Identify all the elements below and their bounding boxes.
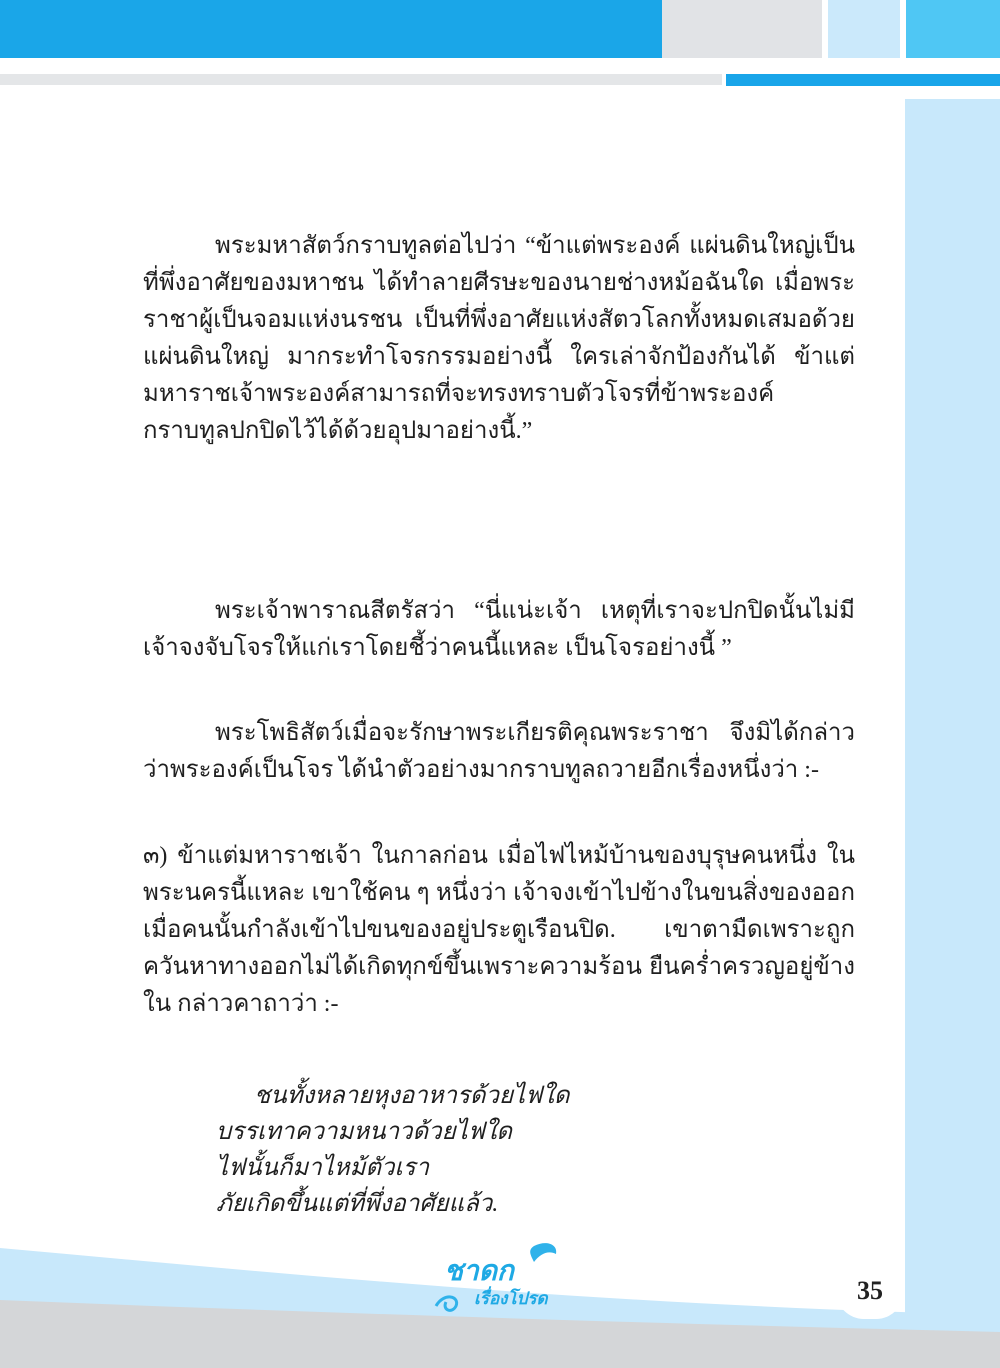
page-number: 35: [836, 1263, 904, 1319]
header-bar-light-blue: [828, 0, 900, 58]
header-divider-gray: [0, 74, 722, 85]
header-divider-blue: [726, 74, 1000, 86]
verse-line: ไฟนั้นก็มาไหม้ตัวเรา: [216, 1155, 430, 1181]
header-bar-gray: [662, 0, 822, 58]
header-bar-blue: [0, 0, 662, 58]
paragraph-bodhisattva-speech: พระมหาสัตว์กราบทูลต่อไปว่า “ข้าแต่พระองค์ แผ่นดินใหญ่เป็นที่พึ่งอาศัยของมหาชน ได้ทำลายศีรษะของนายช่างหม้อฉันใด เมื่อพระราชาผู้เป็นจอมแห่งนรชน เป็นที่พึ่งอาศัยแห่งสัตวโลกทั้งหมดเสมอด้วยแผ่นดินใหญ่ มากระทำโจรกรรมอย่างนี้ ใครเล่าจักป้องกันได้ ข้าแต่มหาราชเจ้าพระองค์สามารถที่จะทรงทราบตัวโจรที่ข้าพระองค์กราบทูลปกปิดไว้ได้ด้วยอุปมาอย่างนี้.”: [143, 233, 855, 444]
verse: [216, 1078, 816, 1222]
verse-line: ภัยเกิดขึ้นแต่ที่พึ่งอาศัยแล้ว.: [216, 1191, 499, 1217]
verse-line: บรรเทาความหนาวด้วยไฟใด: [216, 1119, 513, 1145]
logo-title: ชาดก: [444, 1254, 514, 1287]
swirl-icon: [436, 1297, 457, 1310]
header-bar-bright-blue: [906, 0, 1000, 58]
verse-line: ชนทั้งหลายหุงอาหารด้วยไฟใด: [254, 1083, 570, 1109]
logo-subtitle: เรื่องโปรด: [474, 1289, 548, 1309]
paragraph-bodhisattva-example: พระโพธิสัตว์เมื่อจะรักษาพระเกียรติคุณพระราชา จึงมิได้กล่าวว่าพระองค์เป็นโจร ได้นำตัวอย่างมากราบทูลถวายอีกเรื่องหนึ่งว่า :-: [143, 720, 855, 783]
bird-icon: [530, 1243, 556, 1262]
paragraph-story-three: ๓) ข้าแต่มหาราชเจ้า ในกาลก่อน เมื่อไฟไหม้บ้านของบุรุษคนหนึ่ง ในพระนครนี้แหละ เขาใช้คน ๆ หนึ่งว่า เจ้าจงเข้าไปข้างในขนสิ่งของออก เมื่อคนนั้นกำลังเข้าไปขนของอยู่ประตูเรือนปิด. เขาตามืดเพราะถูกควันหาทางออกไม่ได้เกิดทุกข์ขึ้นเพราะความร้อน ยืนคร่ำครวญอยู่ข้างใน กล่าวคาถาว่า :-: [143, 843, 855, 1017]
jataka-logo: [430, 1240, 566, 1318]
side-stripe: [905, 99, 1000, 1368]
paragraph-king-reply: พระเจ้าพาราณสีตรัสว่า “นี่แน่ะเจ้า เหตุที่เราจะปกปิดนั้นไม่มี เจ้าจงจับโจรให้แก่เราโดยชี้ว่าคนนี้แหละ เป็นโจรอย่างนี้ ”: [143, 598, 855, 661]
